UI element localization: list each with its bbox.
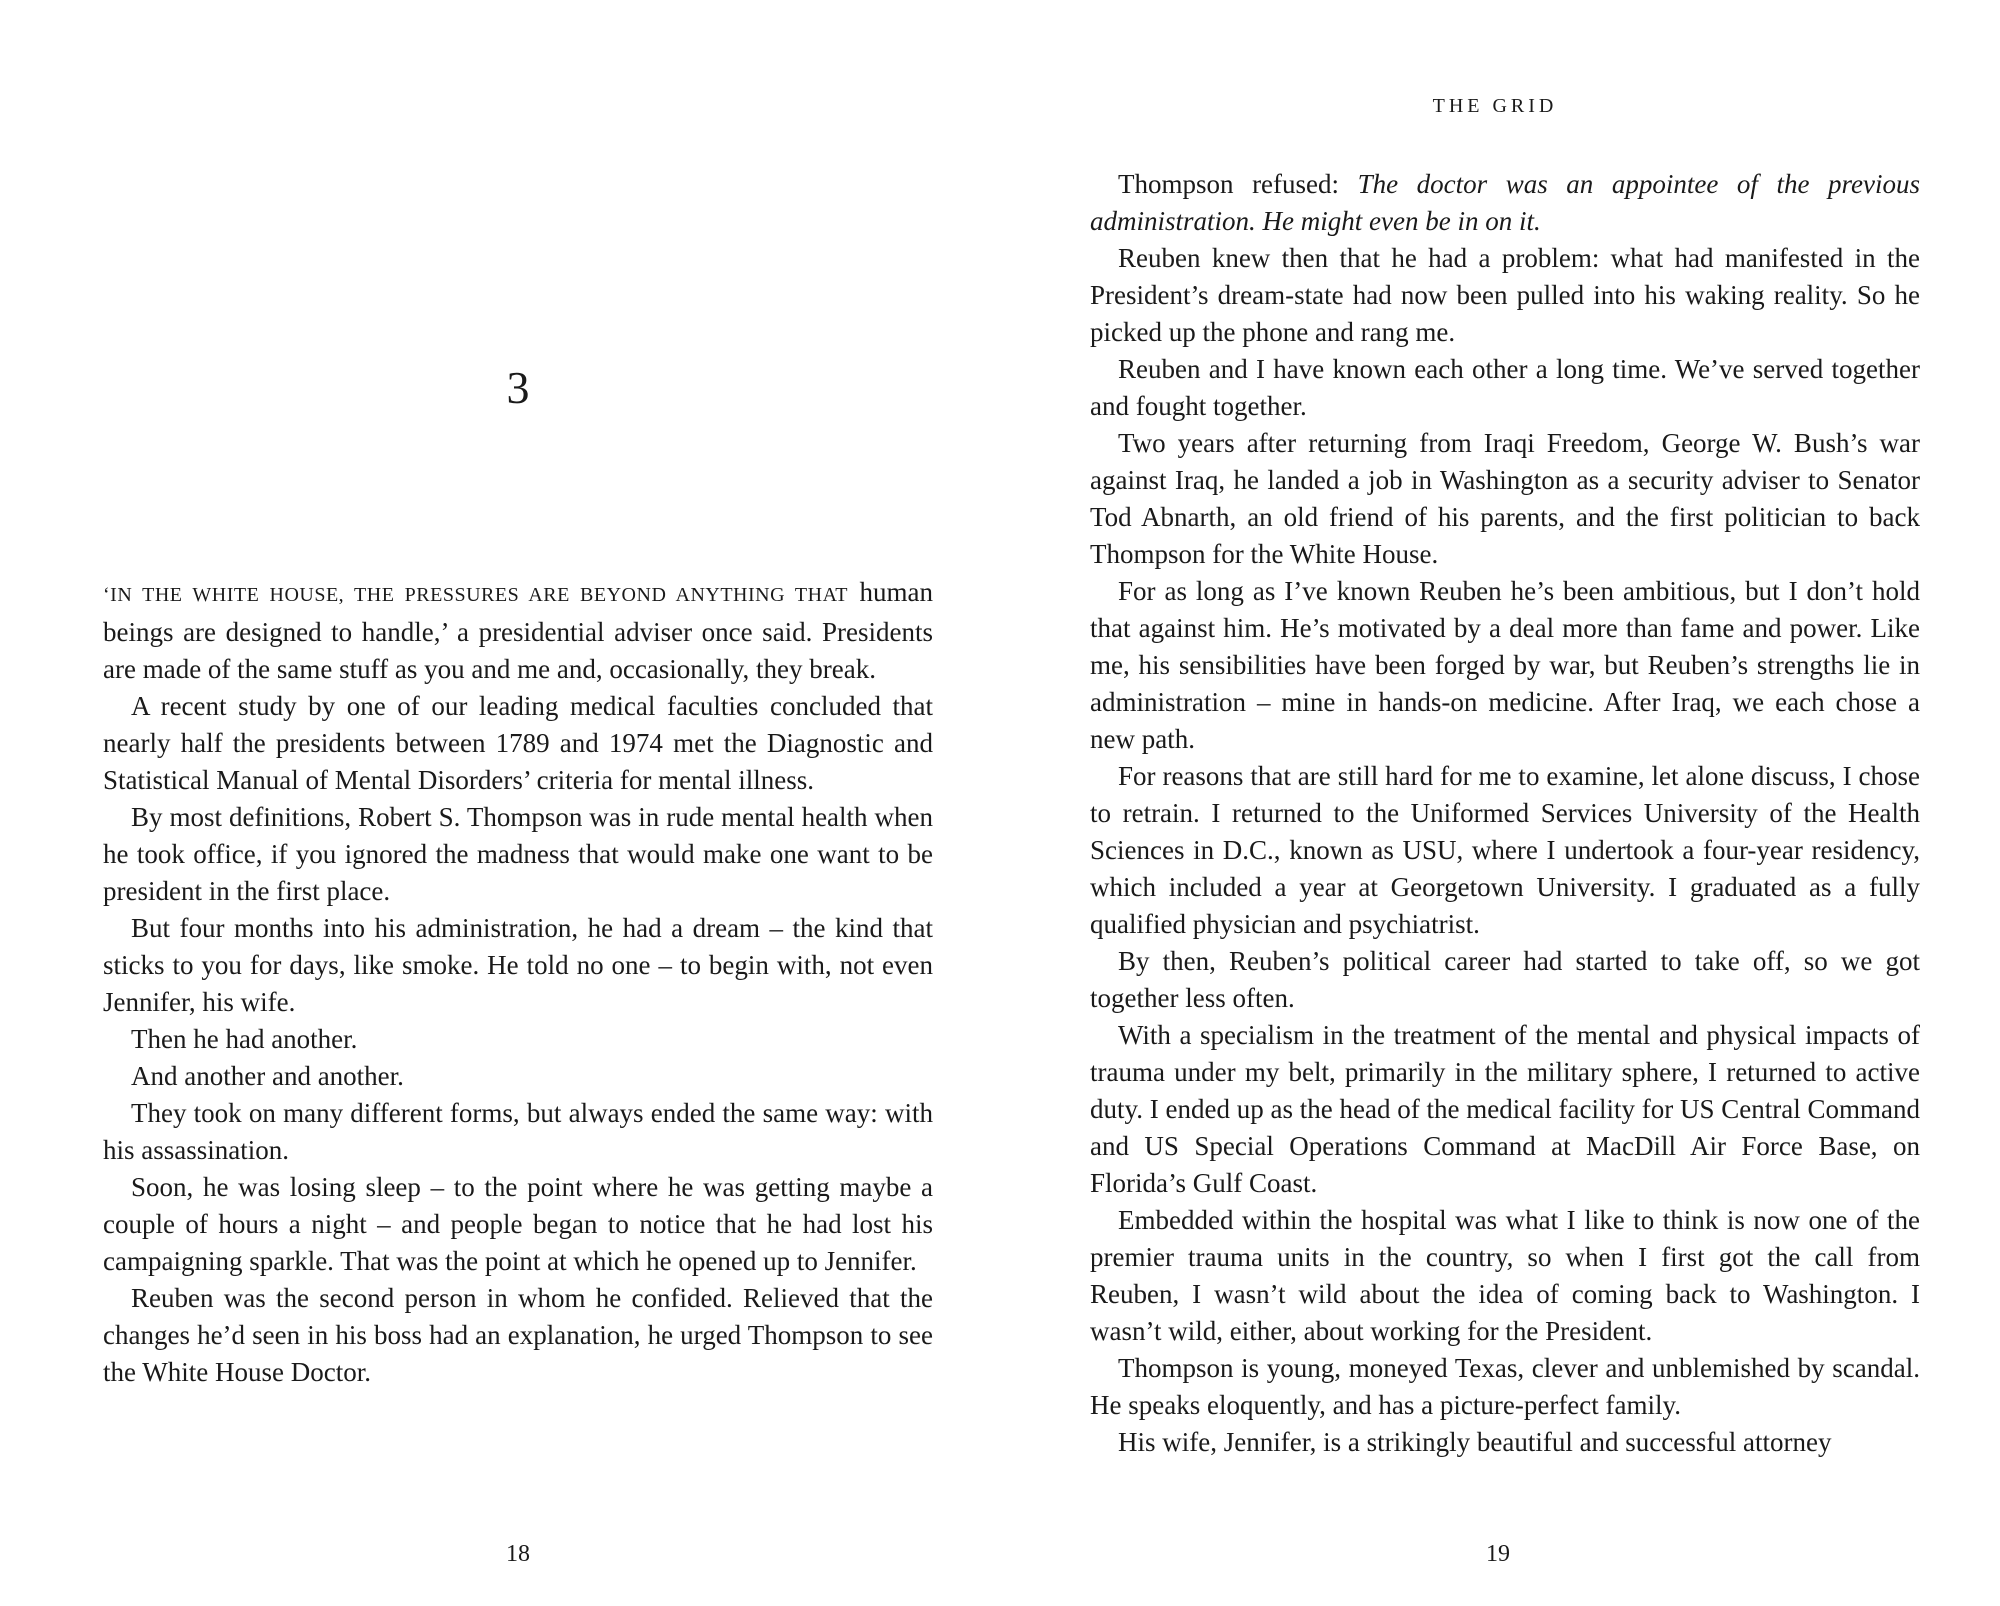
paragraph: Reuben knew then that he had a problem: what had manifested in the President’s dream-state had now been pulled into his waking reality. So he picked up the phone and rang me. (1090, 243, 1920, 347)
opening-smallcaps: ‘IN THE WHITE HOUSE, THE PRESSURES ARE BEYOND ANYTHING THAT (103, 584, 849, 606)
paragraph: Reuben was the second person in whom he confided. Relieved that the changes he’d seen in his boss had an explanation, he urged Thompson to see the White House Doctor. (103, 1283, 933, 1387)
paragraph: A recent study by one of our leading medical faculties concluded that nearly half the presidents between 1789 and 1974 met the Diagnostic and Statistical Manual of Mental Disorders’ criteria for mental illness. (103, 691, 933, 795)
first-paragraph-italic: The doctor was an appointee of the previous administration. He might even be in on it. (1090, 169, 1920, 236)
paragraph: They took on many different forms, but always ended the same way: with his assassination. (103, 1098, 933, 1165)
left-text-block (103, 574, 933, 1391)
chapter-number: 3 (506, 362, 530, 413)
paragraph: Then he had another. (131, 1024, 358, 1054)
paragraph: Reuben and I have known each other a long time. We’ve served together and fought together. (1090, 354, 1920, 421)
paragraph: But four months into his administration, he had a dream – the kind that sticks to you for days, like smoke. He told no one – to begin with, not even Jennifer, his wife. (103, 913, 933, 1017)
paragraph: By most definitions, Robert S. Thompson was in rude mental health when he took office, if you ignored the madness that would make one want to be president in the first place. (103, 802, 933, 906)
first-paragraph-lead: Thompson refused: (1118, 169, 1358, 199)
right-text-block (1090, 166, 1920, 1461)
opening-rest: human beings are designed to handle,’ a presidential adviser once said. Presidents are made of the same stuff as you and me and, occasionally, they break. (103, 577, 933, 684)
page-number-right: 19 (1486, 1541, 1510, 1567)
paragraph: Embedded within the hospital was what I like to think is now one of the premier trauma units in the country, so when I first got the call from Reuben, I wasn’t wild about the idea of coming back to Washington. I wasn’t wild, either, about working for the President. (1090, 1205, 1920, 1346)
paragraph: For as long as I’ve known Reuben he’s been ambitious, but I don’t hold that against him. He’s motivated by a deal more than fame and power. Like me, his sensibilities have been forged by war, but Reuben’s strengths lie in administration – mine in hands-on medicine. After Iraq, we each chose a new path. (1090, 576, 1920, 754)
paragraph: Thompson is young, moneyed Texas, clever and unblemished by scandal. He speaks eloquently, and has a picture-perfect family. (1090, 1353, 1920, 1420)
paragraph: Soon, he was losing sleep – to the point where he was getting maybe a couple of hours a night – and people began to notice that he had lost his campaigning sparkle. That was the point at which he opened up to Jennifer. (103, 1172, 933, 1276)
paragraph: For reasons that are still hard for me to examine, let alone discuss, I chose to retrain. I returned to the Uniformed Services University of the Health Sciences in D.C., known as USU, where I undertook a four-year residency, which included a year at Georgetown University. I graduated as a fully qualified physician and psychiatrist. (1090, 761, 1920, 939)
running-head: THE GRID (1432, 95, 1558, 117)
paragraph: His wife, Jennifer, is a strikingly beautiful and successful attorney (1118, 1427, 1832, 1457)
paragraph: And another and another. (131, 1061, 404, 1091)
paragraph: With a specialism in the treatment of the mental and physical impacts of trauma under my belt, primarily in the military sphere, I returned to active duty. I ended up as the head of the medical facility for US Central Command and US Special Operations Command at MacDill Air Force Base, on Florida’s Gulf Coast. (1090, 1020, 1920, 1198)
first-paragraph (1090, 166, 1920, 240)
opening-paragraph (103, 574, 933, 688)
paragraph: Two years after returning from Iraqi Freedom, George W. Bush’s war against Iraq, he landed a job in Washington as a security adviser to Senator Tod Abnarth, an old friend of his parents, and the first politician to back Thompson for the White House. (1090, 428, 1920, 569)
paragraph: By then, Reuben’s political career had started to take off, so we got together less often. (1090, 946, 1920, 1013)
page-number-left: 18 (506, 1541, 530, 1567)
